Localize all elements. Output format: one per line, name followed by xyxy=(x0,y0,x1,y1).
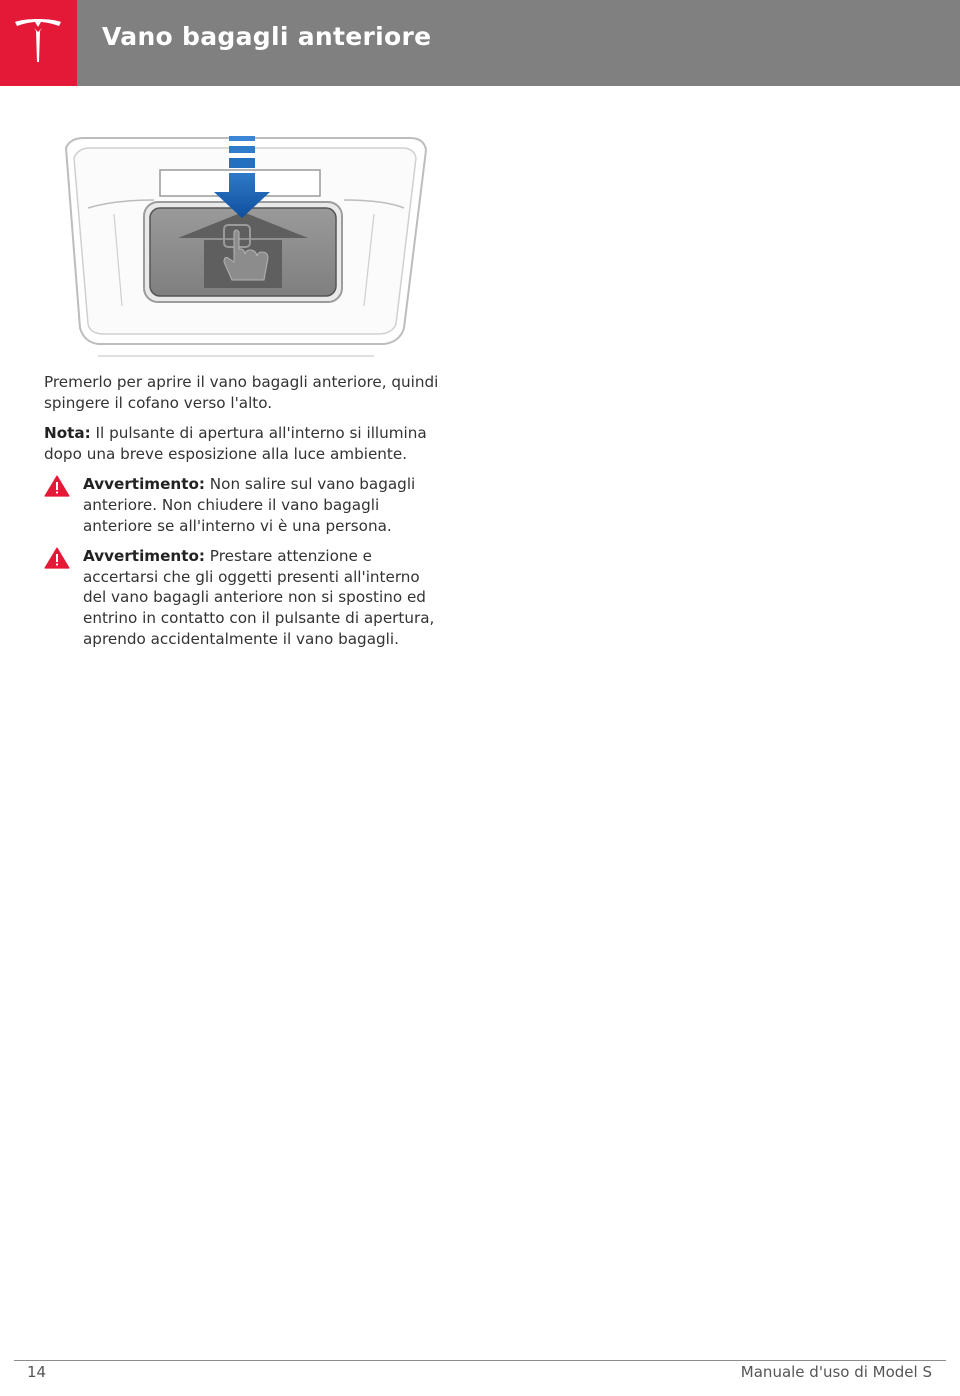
tesla-logo-icon xyxy=(13,18,63,64)
warning-block xyxy=(44,474,440,536)
note-label: Nota: xyxy=(44,424,91,443)
page-number: 14 xyxy=(27,1363,47,1381)
brand-logo-box xyxy=(0,0,77,86)
warning-triangle-icon xyxy=(44,475,70,497)
warning-label: Avvertimento: xyxy=(83,547,205,566)
footer-divider xyxy=(14,1360,946,1361)
warning-label: Avvertimento: xyxy=(83,475,205,494)
warning-text: Non salire sul vano bagagli anteriore. Non chiudere il vano bagagli anteriore se all'interno vi è una persona. xyxy=(83,475,416,535)
footer-manual-title: Manuale d'uso di Model S xyxy=(740,1363,932,1381)
page-title: Vano bagagli anteriore xyxy=(102,22,432,51)
warning-block xyxy=(44,546,440,649)
warning-triangle-icon xyxy=(44,547,70,569)
frunk-open-button-illustration xyxy=(44,128,436,364)
warning-text: Prestare attenzione e accertarsi che gli oggetti presenti all'interno del vano bagagli anteriore non si spostino ed entrino in contatto con il pulsante di apertura, aprendo accidentalmente il vano bagagli. xyxy=(83,547,435,648)
page-header xyxy=(0,0,960,86)
note-paragraph xyxy=(44,423,440,464)
note-text: Il pulsante di apertura all'interno si illumina dopo una breve esposizione alla luce ambiente. xyxy=(44,424,427,463)
body-content xyxy=(44,372,440,659)
instruction-paragraph: Premerlo per aprire il vano bagagli anteriore, quindi spingere il cofano verso l'alto. xyxy=(44,373,439,412)
